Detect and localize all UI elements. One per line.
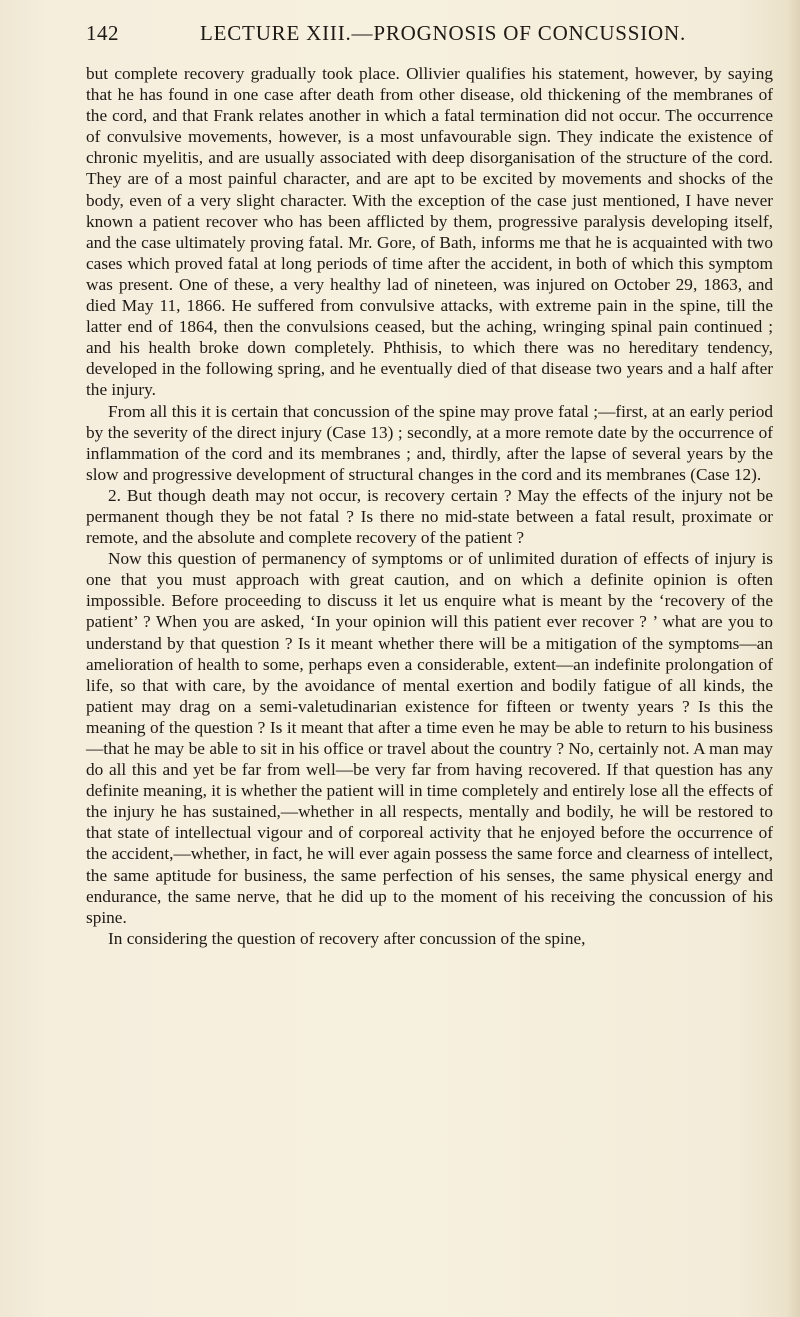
page-number: 142	[86, 21, 119, 45]
body-text	[86, 63, 773, 949]
paragraph-continuation: but complete recovery gradually took place. Ollivier qualifies his statement, however, by saying that he has found in one case after death from other disease, old thickening of the membranes of the cord, and that Frank relates another in which a fatal termination did not occur. The occurrence of convulsive movements, however, is a most unfavourable sign. They indicate the existence of chronic myelitis, and are usually associated with deep disorganisation of the structure of the cord. They are of a most painful character, and are apt to be excited by movements and shocks of the body, even of a very slight character. With the exception of the case just mentioned, I have never known a patient recover who has been afflicted by them, progressive paralysis developing itself, and the case ultimately proving fatal. Mr. Gore, of Bath, informs me that he is acquainted with two cases which proved fatal at long periods of time after the accident, in both of which this symptom was present. One of these, a very healthy lad of nineteen, was injured on October 29, 1863, and died May 11, 1866. He suffered from convulsive attacks, with extreme pain in the spine, till the latter end of 1864, then the convulsions ceased, but the aching, wringing spinal pain continued ; and his health broke down completely. Phthisis, to which there was no hereditary tendency, developed in the following spring, and he eventually died of that disease two years and a half after the injury.	[86, 64, 773, 400]
paragraph: Now this question of permanency of symptoms or of unlimited duration of effects of injury is one that you must approach with great caution, and on which a definite opinion is often impossible. Before proceeding to discuss it let us enquire what is meant by the ‘recovery of the patient’ ? When you are asked, ‘In your opinion will this patient ever recover ? ’ what are you to understand by that question ? Is it meant whether there will be a mitigation of the symptoms—an amelioration of health to some, perhaps even a considerable, extent—an indefinite prolongation of life, so that with care, by the avoidance of mental exertion and bodily fatigue of all kinds, the patient may drag on a semi-valetudinarian existence for fifteen or twenty years ? Is this the meaning of the question ? Is it meant that after a time even he may be able to return to his business—that he may be able to sit in his office or travel about the country ? No, certainly not. A man may do all this and yet be far from well—be very far from having recovered. If that question has any definite meaning, it is whether the patient will in time completely and entirely lose all the effects of the injury he has sustained,—whether in all respects, mentally and bodily, he will be restored to that state of intellectual vigour and of corporeal activity that he enjoyed before the occurrence of the accident,—whether, in fact, he will ever again possess the same force and clearness of intellect, the same aptitude for business, the same perfection of his senses, the same physical energy and endurance, the same nerve, that he did up to the moment of his receiving the concussion of his spine.	[86, 549, 773, 927]
running-header	[0, 20, 800, 46]
paragraph: From all this it is certain that concussion of the spine may prove fatal ;—first, at an early period by the severity of the direct injury (Case 13) ; secondly, at a more remote date by the occurrence of inflammation of the cord and its membranes ; and, thirdly, after the lapse of several years by the slow and progressive development of structural changes in the cord and its membranes (Case 12).	[86, 401, 773, 484]
page-edge-shadow	[786, 0, 800, 1317]
paragraph: 2. But though death may not occur, is recovery certain ? May the effects of the injury not be permanent though they be not fatal ? Is there no mid-state between a fatal result, proximate or remote, and the absolute and complete recovery of the patient ?	[86, 485, 773, 548]
paragraph: In considering the question of recovery after concussion of the spine,	[108, 928, 586, 948]
running-title: LECTURE XIII.—PROGNOSIS OF CONCUSSION.	[200, 21, 687, 45]
